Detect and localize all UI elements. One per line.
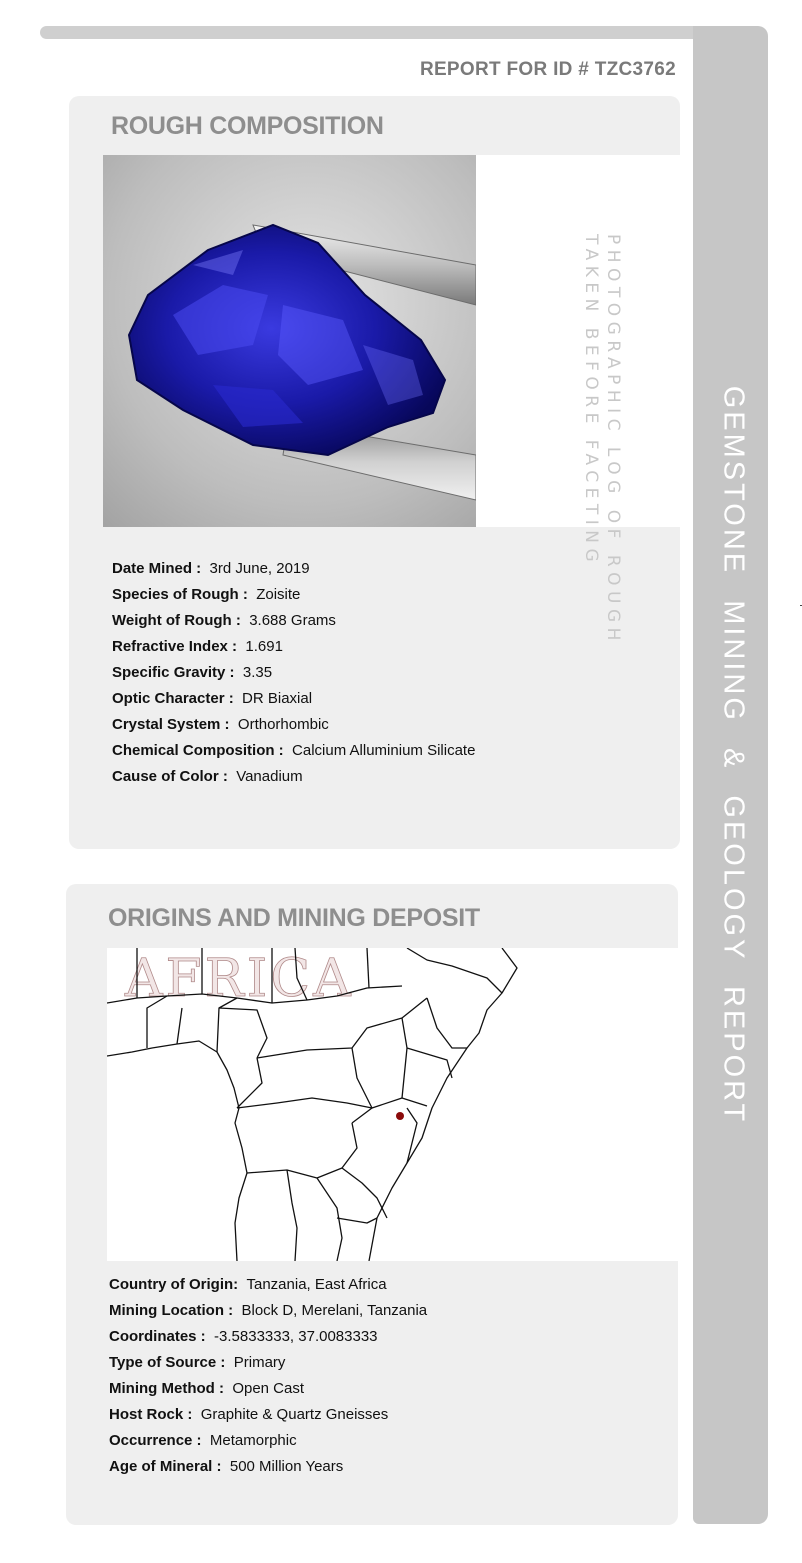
field-label: Host Rock : <box>109 1406 193 1423</box>
field-value: Metamorphic <box>209 1432 297 1449</box>
field-row-species <box>112 582 475 608</box>
field-value: 500 Million Years <box>229 1458 344 1475</box>
rough-field-list <box>112 556 475 790</box>
field-value: 3.688 Grams <box>249 612 336 629</box>
field-value: Zoisite <box>256 586 301 603</box>
mine-location-marker <box>396 1112 404 1120</box>
field-row-weight <box>112 608 475 634</box>
field-row-country <box>109 1272 427 1298</box>
field-label: Specific Gravity : <box>112 664 235 681</box>
field-row-coordinates <box>109 1324 427 1350</box>
field-label: Age of Mineral : <box>109 1458 222 1475</box>
field-row-host-rock <box>109 1402 427 1428</box>
africa-map <box>107 948 678 1261</box>
field-label: Weight of Rough : <box>112 612 241 629</box>
photo-caption-line1: PHOTOGRAPHIC LOG OF ROUGH <box>603 234 623 646</box>
photo-caption-line2: TAKEN BEFORE FACETING <box>581 234 601 568</box>
field-value: Orthorhombic <box>237 716 329 733</box>
field-row-occurrence <box>109 1428 427 1454</box>
field-row-chemical-composition <box>112 738 475 764</box>
side-banner-title: GEMSTONE MINING & GEOLOGY REPORT <box>717 385 750 1125</box>
field-label: Type of Source : <box>109 1354 226 1371</box>
origins-panel <box>66 884 678 1525</box>
rough-composition-panel <box>69 96 680 849</box>
field-label: Chemical Composition : <box>112 742 284 759</box>
field-row-mining-method <box>109 1376 427 1402</box>
field-label: Date Mined : <box>112 560 202 577</box>
field-label: Species of Rough : <box>112 586 248 603</box>
field-row-mining-location <box>109 1298 427 1324</box>
field-value: Tanzania, East Africa <box>246 1276 387 1293</box>
field-value: Vanadium <box>236 768 303 785</box>
field-value: Block D, Merelani, Tanzania <box>241 1302 428 1319</box>
report-id: REPORT FOR ID # TZC3762 <box>419 59 676 80</box>
field-value: 3.35 <box>242 664 273 681</box>
top-decorative-bar <box>40 26 740 39</box>
field-row-cause-of-color <box>112 764 475 790</box>
field-value: 3rd June, 2019 <box>209 560 310 577</box>
field-label: Country of Origin: <box>109 1276 239 1293</box>
field-row-optic-character <box>112 686 475 712</box>
origin-field-list <box>109 1272 427 1480</box>
field-label: Optic Character : <box>112 690 234 707</box>
map-region-label: AFRICA <box>125 949 354 1009</box>
field-label: Crystal System : <box>112 716 230 733</box>
field-row-date-mined <box>112 556 475 582</box>
field-row-type-of-source <box>109 1350 427 1376</box>
field-value: Graphite & Quartz Gneisses <box>200 1406 389 1423</box>
field-label: Mining Location : <box>109 1302 234 1319</box>
field-label: Refractive Index : <box>112 638 238 655</box>
field-value: DR Biaxial <box>242 690 313 707</box>
photo-caption <box>568 234 624 646</box>
field-value: 1.691 <box>245 638 283 655</box>
field-row-crystal-system <box>112 712 475 738</box>
field-row-age-of-mineral <box>109 1454 427 1480</box>
field-label: Cause of Color : <box>112 768 228 785</box>
field-row-refractive-index <box>112 634 475 660</box>
field-row-specific-gravity <box>112 660 475 686</box>
field-value: Open Cast <box>232 1380 305 1397</box>
rough-composition-title: ROUGH COMPOSITION <box>111 112 384 140</box>
origins-title: ORIGINS AND MINING DEPOSIT <box>108 904 480 932</box>
field-value: Primary <box>233 1354 286 1371</box>
africa-map-drawing <box>107 948 678 1261</box>
field-label: Mining Method : <box>109 1380 224 1397</box>
field-value: -3.5833333, 37.0083333 <box>214 1328 378 1345</box>
field-value: Calcium Alluminium Silicate <box>292 742 476 759</box>
field-label: Coordinates : <box>109 1328 206 1345</box>
rough-gem-photo <box>103 155 476 527</box>
field-label: Occurrence : <box>109 1432 202 1449</box>
